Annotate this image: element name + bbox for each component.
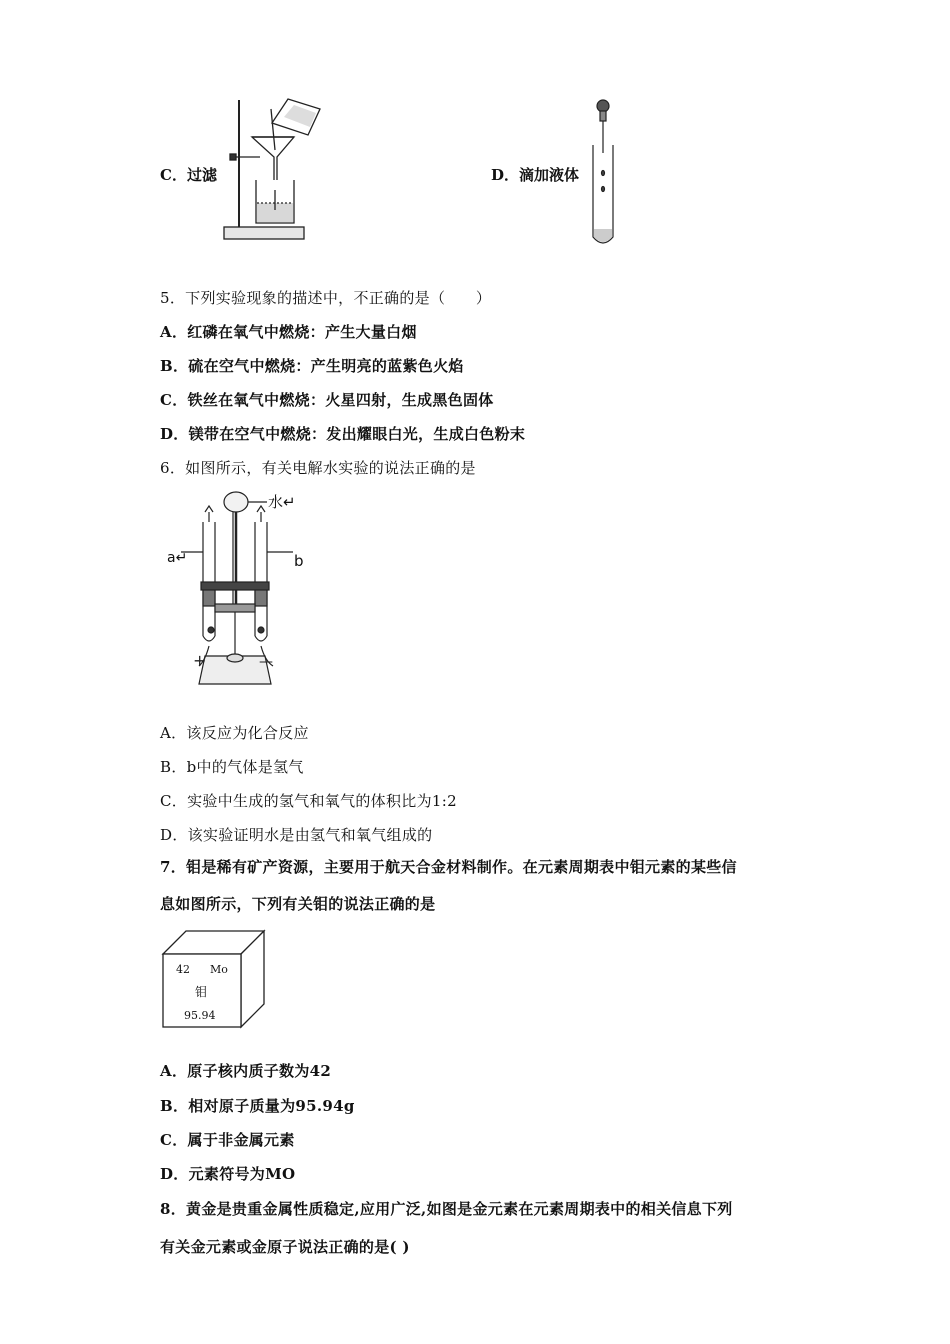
q7-option-b: B．相对原子质量为95.94g	[160, 1097, 355, 1115]
q6-option-c: C．实验中生成的氢气和氧气的体积比为1:2	[160, 792, 457, 810]
dropper-figure	[588, 97, 618, 249]
q5-option-d: D．镁带在空气中燃烧：发出耀眼白光，生成白色粉末	[160, 425, 526, 443]
atomic-number: 42	[176, 963, 190, 976]
tube-a-label: a↵	[167, 550, 188, 566]
element-symbol: Mo	[210, 963, 228, 976]
q4-option-d: D．滴加液体	[491, 166, 580, 184]
q6-option-a: A．该反应为化合反应	[160, 724, 309, 742]
minus-electrode-label: —	[259, 654, 273, 670]
element-name: 钼	[195, 985, 208, 999]
q5-option-a: A．红磷在氧气中燃烧：产生大量白烟	[160, 323, 417, 341]
q8-stem-line2: 有关金元素或金原子说法正确的是( )	[160, 1238, 410, 1256]
q7-option-a: A．原子核内质子数为42	[160, 1062, 332, 1080]
q7-stem-line1: 7．钼是稀有矿产资源，主要用于航天合金材料制作。在元素周期表中钼元素的某些信	[160, 858, 737, 876]
q6-option-d: D．该实验证明水是由氢气和氧气组成的	[160, 826, 433, 844]
molybdenum-element-card	[160, 928, 270, 1030]
q7-option-d: D．元素符号为MO	[160, 1165, 296, 1183]
atomic-mass: 95.94	[184, 1009, 216, 1022]
electrolysis-figure	[165, 486, 325, 691]
q7-option-c: C．属于非金属元素	[160, 1131, 295, 1149]
plus-electrode-label: +	[193, 651, 207, 670]
q8-stem-line1: 8．黄金是贵重金属性质稳定,应用广泛,如图是金元素在元素周期表中的相关信息下列	[160, 1200, 733, 1218]
q6-option-b: B．b中的气体是氢气	[160, 758, 304, 776]
tube-b-label: b	[294, 552, 304, 570]
q5-stem: 5．下列实验现象的描述中，不正确的是（ ）	[160, 289, 492, 307]
filtration-figure	[222, 95, 342, 245]
q5-option-c: C．铁丝在氧气中燃烧：火星四射，生成黑色固体	[160, 391, 494, 409]
water-label: 水↵	[268, 493, 296, 511]
q5-option-b: B．硫在空气中燃烧：产生明亮的蓝紫色火焰	[160, 357, 464, 375]
q6-stem: 6．如图所示，有关电解水实验的说法正确的是	[160, 459, 476, 477]
q7-stem-line2: 息如图所示，下列有关钼的说法正确的是	[160, 895, 436, 913]
q4-option-c: C．过滤	[160, 166, 217, 184]
